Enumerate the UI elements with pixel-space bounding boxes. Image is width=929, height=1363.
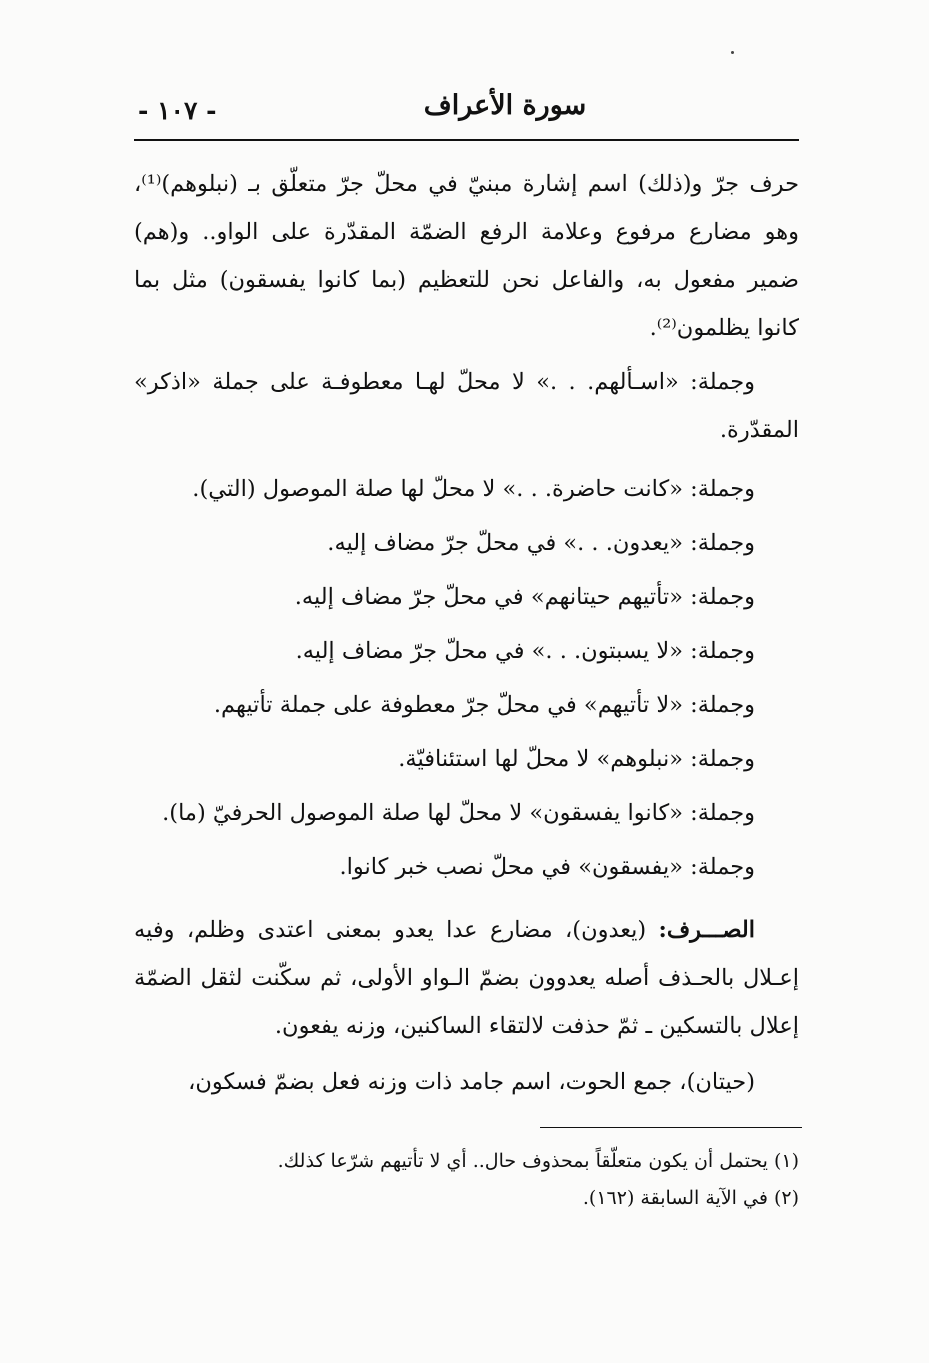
list-item: وجملة: «يعدون. . .» في محلّ جرّ مضاف إليه. (327, 530, 755, 556)
list-item: وجملة: «تأتيهم حيتانهم» في محلّ جرّ مضاف إليه. (294, 584, 755, 610)
body-text (134, 160, 799, 1106)
paragraph-askhum: وجملة: «اسـألهم. . .» لا محلّ لهـا معطوفـة على جملة «اذكر» المقدّرة. (134, 369, 799, 443)
list-item: وجملة: «لا يسبتون. . .» في محلّ جرّ مضاف إليه. (295, 638, 755, 664)
header-rule (134, 139, 799, 141)
list-item: وجملة: «يفسقون» في محلّ نصب خبر كانوا. (339, 854, 755, 880)
footnote: (٢) في الآية السابقة (١٦٢). (582, 1187, 799, 1209)
surah-title: سورة الأعراف (423, 90, 587, 121)
footnote-rule (540, 1127, 802, 1128)
scan-speck (731, 51, 734, 54)
sarf-text: (يعدون)، مضارع عدا يعدو بمعنى اعتدى وظلم، وفيه إعـلال بالحـذف أصله يعدوون بضمّ الـواو الأولى، ثم سكّنت لثقل الضمّة إعلال بالتسكين ـ ثمّ حذفت لالتقاء الساكنين، وزنه يفعون. (134, 917, 799, 1039)
list-item: وجملة: «لا تأتيهم» في محلّ جرّ معطوفة على جملة تأتيهم. (213, 692, 755, 718)
sarf-label: الصـــرف: (658, 917, 755, 943)
paragraph-opening: حرف جرّ و(ذلك) اسم إشارة مبنيّ في محلّ جرّ متعلّق بـ (نبلوهم)⁽¹⁾، وهو مضارع مرفوع وعلامة الرفع الضمّة المقدّرة على الواو.. و(هم) ضمير مفعول به، والفاعل نحن للتعظيم (بما كانوا يفسقون) مثل بما كانوا يظلمون⁽²⁾. (134, 171, 799, 341)
list-item: وجملة: «نبلوهم» لا محلّ لها استئنافيّة. (398, 746, 755, 772)
footnote: (١) يحتمل أن يكون متعلّقاً بمحذوف حال.. أي لا تأتيهم شرّعا كذلك. (277, 1150, 799, 1172)
paragraph-hitan: (حيتان)، جمع الحوت، اسم جامد ذات وزنه فعل بضمّ فسكون، (188, 1069, 755, 1095)
jumla-list (134, 462, 799, 894)
footnotes (134, 1143, 799, 1217)
paragraph-sarf (134, 906, 799, 1050)
list-item: وجملة: «كانوا يفسقون» لا محلّ لها صلة الموصول الحرفيّ (ما). (162, 800, 755, 826)
list-item: وجملة: «كانت حاضرة. . .» لا محلّ لها صلة الموصول (التي). (192, 476, 755, 502)
page-number: - ١٠٧ - (138, 96, 217, 125)
